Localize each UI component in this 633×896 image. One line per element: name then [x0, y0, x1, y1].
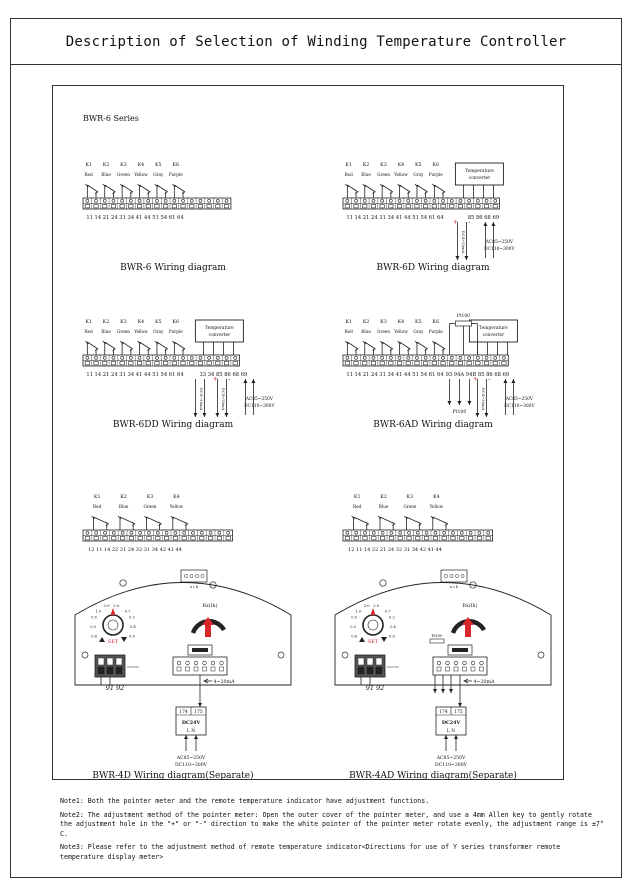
relay-label-k4: K4 [397, 320, 405, 325]
dial-label: 2.0 [363, 604, 370, 609]
main-terminal-block [173, 657, 227, 675]
dc-output-label: DC4~20mA [220, 387, 226, 411]
dc-output-label: DC4~20mA [480, 387, 486, 411]
terminal-numbers: 12 11 14 22 21 24 32 31 34 42 41 44 [88, 547, 182, 553]
dial-label: 0.4 [390, 625, 396, 630]
terminal-91-92-label: 91 92 [365, 684, 385, 692]
dial-label: 0.2 [389, 615, 395, 620]
relay-label-k2: K2 [362, 163, 370, 168]
relay-color-blue: Blue [101, 329, 111, 334]
extra-terminal-numbers: 85 86 68 69 [467, 215, 500, 221]
relay-color-green: Green [116, 329, 131, 334]
extra-terminal-numbers: 93 94A 94B 85 86 68 69 [445, 372, 510, 378]
pt100-resistor [455, 321, 471, 326]
converter-label-line1: Temperature [465, 169, 494, 174]
ac-power-label: AC85~250V [505, 397, 534, 402]
relay-color-purple: Purple [168, 329, 183, 334]
relay-label-k1: K1 [85, 163, 93, 168]
plus-sign: + [472, 376, 478, 383]
relay-label-k2: K2 [120, 495, 127, 500]
dial-label: 3.0 [113, 604, 120, 609]
dial-label: 0.5 [91, 615, 97, 620]
dc-power-label: DC110~300V [435, 763, 467, 768]
ac-power-label: AC85~250V [176, 756, 206, 761]
relay-color-red: Red [84, 172, 93, 177]
pt100-top-label: Pt100 [456, 314, 470, 319]
note-1: Note1: Both the pointer meter and the remote temperature indicator have adjustment functions. [60, 797, 430, 805]
relay-color-blue: Blue [101, 172, 111, 177]
diagram-bwr-6-wiring-diagram [83, 162, 231, 273]
dial-label: 0.8 [389, 634, 395, 639]
terminal-numbers: 11 14 21 24 31 34 41 44 51 54 61 64 [86, 372, 184, 378]
terminal-numbers: 11 14 21 24 31 34 41 44 51 54 61 64 [346, 215, 444, 221]
relay-label-k6: K6 [172, 320, 180, 325]
relay-color-purple: Purple [168, 172, 183, 177]
diagram-caption: BWR-6DD Wiring diagram [112, 420, 234, 430]
dial-pointer [371, 608, 376, 615]
relay-label-k5: K5 [154, 163, 162, 168]
extra-terminal-numbers: 33 34 85 86 68 69 [199, 372, 248, 378]
relay-label-k5: K5 [414, 163, 422, 168]
relay-label-k4: K4 [433, 495, 440, 500]
relay-color-green: Green [116, 172, 131, 177]
relay-label-k5: K5 [414, 320, 422, 325]
relay-label-k2: K2 [102, 320, 110, 325]
relay-label-k1: K1 [345, 163, 353, 168]
ma-output-label: 4~20mA [213, 680, 235, 685]
terminal-numbers: 11 14 21 24 31 34 41 44 51 54 61 64 [86, 215, 184, 221]
diagram-caption: BWR-4D Wiring diagram(Separate) [92, 771, 254, 781]
note-2: Note2: The adjustment method of the pointer meter: Open the outer cover of the pointer meter, and use a 4mm Allen key to gently rotate the adjustment hole in the "+" or "-" direction to make the white pointer of the pointer meter rotate evenly, the adjustment range is ±7° C. [60, 810, 604, 838]
terminal-174-label: 174 [439, 710, 448, 715]
relay-label-k1: K1 [93, 495, 101, 500]
relay-label-k4: K4 [397, 163, 405, 168]
converter-label-line2: converter [208, 333, 231, 338]
relay-label-k1: K1 [345, 320, 353, 325]
relay-color-green: Green [143, 504, 157, 509]
dc-power-label: DC110~300V [175, 763, 207, 768]
relay-color-yellow: Yellow [169, 504, 184, 509]
dc24v-label: DC24V [181, 720, 201, 726]
diagram-bwr-4ad-wiring-diagram-separate- [335, 494, 551, 781]
diagram-caption: BWR-6 Wiring diagram [120, 263, 226, 273]
terminal-175-label: 175 [194, 710, 203, 715]
dial-label: 1.0 [355, 609, 362, 614]
minus-sign: - [228, 376, 231, 383]
connector-abc-label: a c b [449, 585, 459, 589]
relay-color-gray: Gray [153, 329, 164, 334]
dc-output-label-2: DC4~20mA [198, 387, 204, 411]
temperature-converter [195, 320, 243, 342]
relay-label-k1: K1 [85, 320, 93, 325]
relay-color-blue: Blue [361, 172, 371, 177]
diagram-bwr-6ad-wiring-diagram [343, 314, 535, 430]
relay-color-blue: Blue [118, 504, 129, 509]
relay-color-blue: Blue [378, 504, 389, 509]
ac-power-label: AC85~250V [436, 756, 466, 761]
diagram-caption: BWR-6D Wiring diagram [376, 263, 490, 273]
ln-label: L N [446, 729, 456, 734]
converter-label-line2: converter [468, 176, 491, 181]
relay-color-red: Red [344, 329, 353, 334]
relay-color-red: Red [353, 504, 362, 509]
relay-color-red: Red [93, 504, 102, 509]
ac-power-label: AC85~250V [245, 397, 274, 402]
dial-label: 1.0 [95, 609, 102, 614]
minus-sign: - [468, 219, 471, 226]
pt100-label: Pt100 [431, 634, 443, 638]
pt100-resistor [430, 639, 444, 643]
minus-sign: - [488, 376, 491, 383]
relay-label-k4: K4 [173, 495, 180, 500]
relay-label-k1: K1 [353, 495, 361, 500]
relay-label-k2: K2 [362, 320, 370, 325]
dial-label: 0.2 [129, 615, 135, 620]
terminal-175-label: 175 [454, 710, 463, 715]
pt100-bottom-label: Pt100 [452, 410, 467, 415]
dial-label: 3.0 [373, 604, 380, 609]
dc-power-label: DC110~300V [504, 404, 535, 409]
dc24v-label: DC24V [441, 720, 461, 726]
converter-label-line2: converter [482, 333, 505, 338]
relay-color-yellow: Yellow [429, 504, 444, 509]
dial-label: 0.8 [129, 634, 135, 639]
converter-label-line1: Temperature [205, 326, 234, 331]
terminal-174-label: 174 [179, 710, 188, 715]
relay-color-red: Red [84, 329, 93, 334]
relay-label-k6: K6 [432, 320, 440, 325]
ln-label: L N [186, 729, 196, 734]
ac-power-label: AC85~250V [485, 240, 514, 245]
relay-label-k6: K6 [432, 163, 440, 168]
relay-color-gray: Gray [413, 172, 424, 177]
set-label: SET [367, 639, 379, 645]
notes-section [60, 797, 605, 866]
relay-color-red: Red [344, 172, 353, 177]
dial-label: 0.5 [351, 615, 357, 620]
diagram-bwr-6dd-wiring-diagram [83, 319, 275, 430]
diagram-bwr-6d-wiring-diagram [343, 162, 515, 273]
set-label: SET [107, 639, 119, 645]
dial-label: 0.7 [124, 609, 131, 614]
diagram-caption: BWR-6AD Wiring diagram [373, 420, 493, 430]
diagram-bwr-4d-wiring-diagram-separate- [75, 494, 291, 781]
relay-color-gray: Gray [153, 172, 164, 177]
relay-label-k3: K3 [120, 163, 127, 168]
relay-color-yellow: Yellow [134, 172, 148, 177]
relay-color-yellow: Yellow [394, 172, 408, 177]
connector-abc-label: a c b [189, 585, 199, 589]
dial-label: 0.3 [350, 625, 356, 630]
relay-label-k4: K4 [137, 163, 145, 168]
ma-output-label: 4~20mA [473, 680, 495, 685]
relay-color-green: Green [376, 172, 391, 177]
plus-sign: + [212, 376, 218, 383]
terminal-numbers: 11 14 21 24 31 34 41 44 51 54 61 64 [346, 372, 444, 378]
terminal-91-92-label: 91 92 [105, 684, 125, 692]
relay-label-k3: K3 [380, 320, 387, 325]
dial-label: 0.6 [91, 634, 97, 639]
series-label: BWR-6 Series [83, 114, 139, 123]
relay-color-purple: Purple [428, 329, 443, 334]
terminal-numbers: 12 11 14 22 21 24 32 31 34 42 41 44 [348, 547, 442, 553]
relay-color-green: Green [376, 329, 391, 334]
dial-label: 0.3 [90, 625, 96, 630]
relay-label-k3: K3 [406, 495, 414, 500]
relay-label-k3: K3 [120, 320, 127, 325]
relay-color-yellow: Yellow [134, 329, 148, 334]
dc-output-label: DC4~20mA [460, 230, 466, 254]
relay-label-k2: K2 [102, 163, 110, 168]
note-3: Note3: Please refer to the adjustment method of remote temperature indicator<Directions for use of Y series transformer remote temperature display meter> [60, 843, 561, 861]
relay-color-yellow: Yellow [394, 329, 408, 334]
temperature-converter [455, 163, 503, 185]
relay-label-k3: K3 [146, 495, 154, 500]
relay-color-green: Green [403, 504, 417, 509]
relay-color-purple: Purple [428, 172, 443, 177]
dc-power-label: DC110~300V [244, 404, 275, 409]
dial-label: 0.7 [384, 609, 391, 614]
rx-label: Rx(Ih) [202, 604, 218, 609]
relay-label-k4: K4 [137, 320, 145, 325]
dial-label: 0.4 [130, 625, 136, 630]
relay-label-k2: K2 [380, 495, 387, 500]
plus-sign: + [452, 219, 458, 226]
dial-label: 2.0 [103, 604, 110, 609]
converter-label-line1: Temperature [479, 326, 508, 331]
diagram-caption: BWR-4AD Wiring diagram(Separate) [349, 771, 517, 781]
relay-label-k6: K6 [172, 163, 180, 168]
rx-label: Rx(Ih) [462, 604, 478, 609]
dial-pointer [111, 608, 116, 615]
dc-power-label: DC110~300V [484, 247, 515, 252]
dial-label: 0.6 [351, 634, 357, 639]
relay-label-k5: K5 [154, 320, 162, 325]
relay-label-k3: K3 [380, 163, 387, 168]
relay-color-blue: Blue [361, 329, 371, 334]
main-terminal-block [433, 657, 487, 675]
page-title: Description of Selection of Winding Temperature Controller [65, 33, 567, 50]
relay-color-gray: Gray [413, 329, 424, 334]
